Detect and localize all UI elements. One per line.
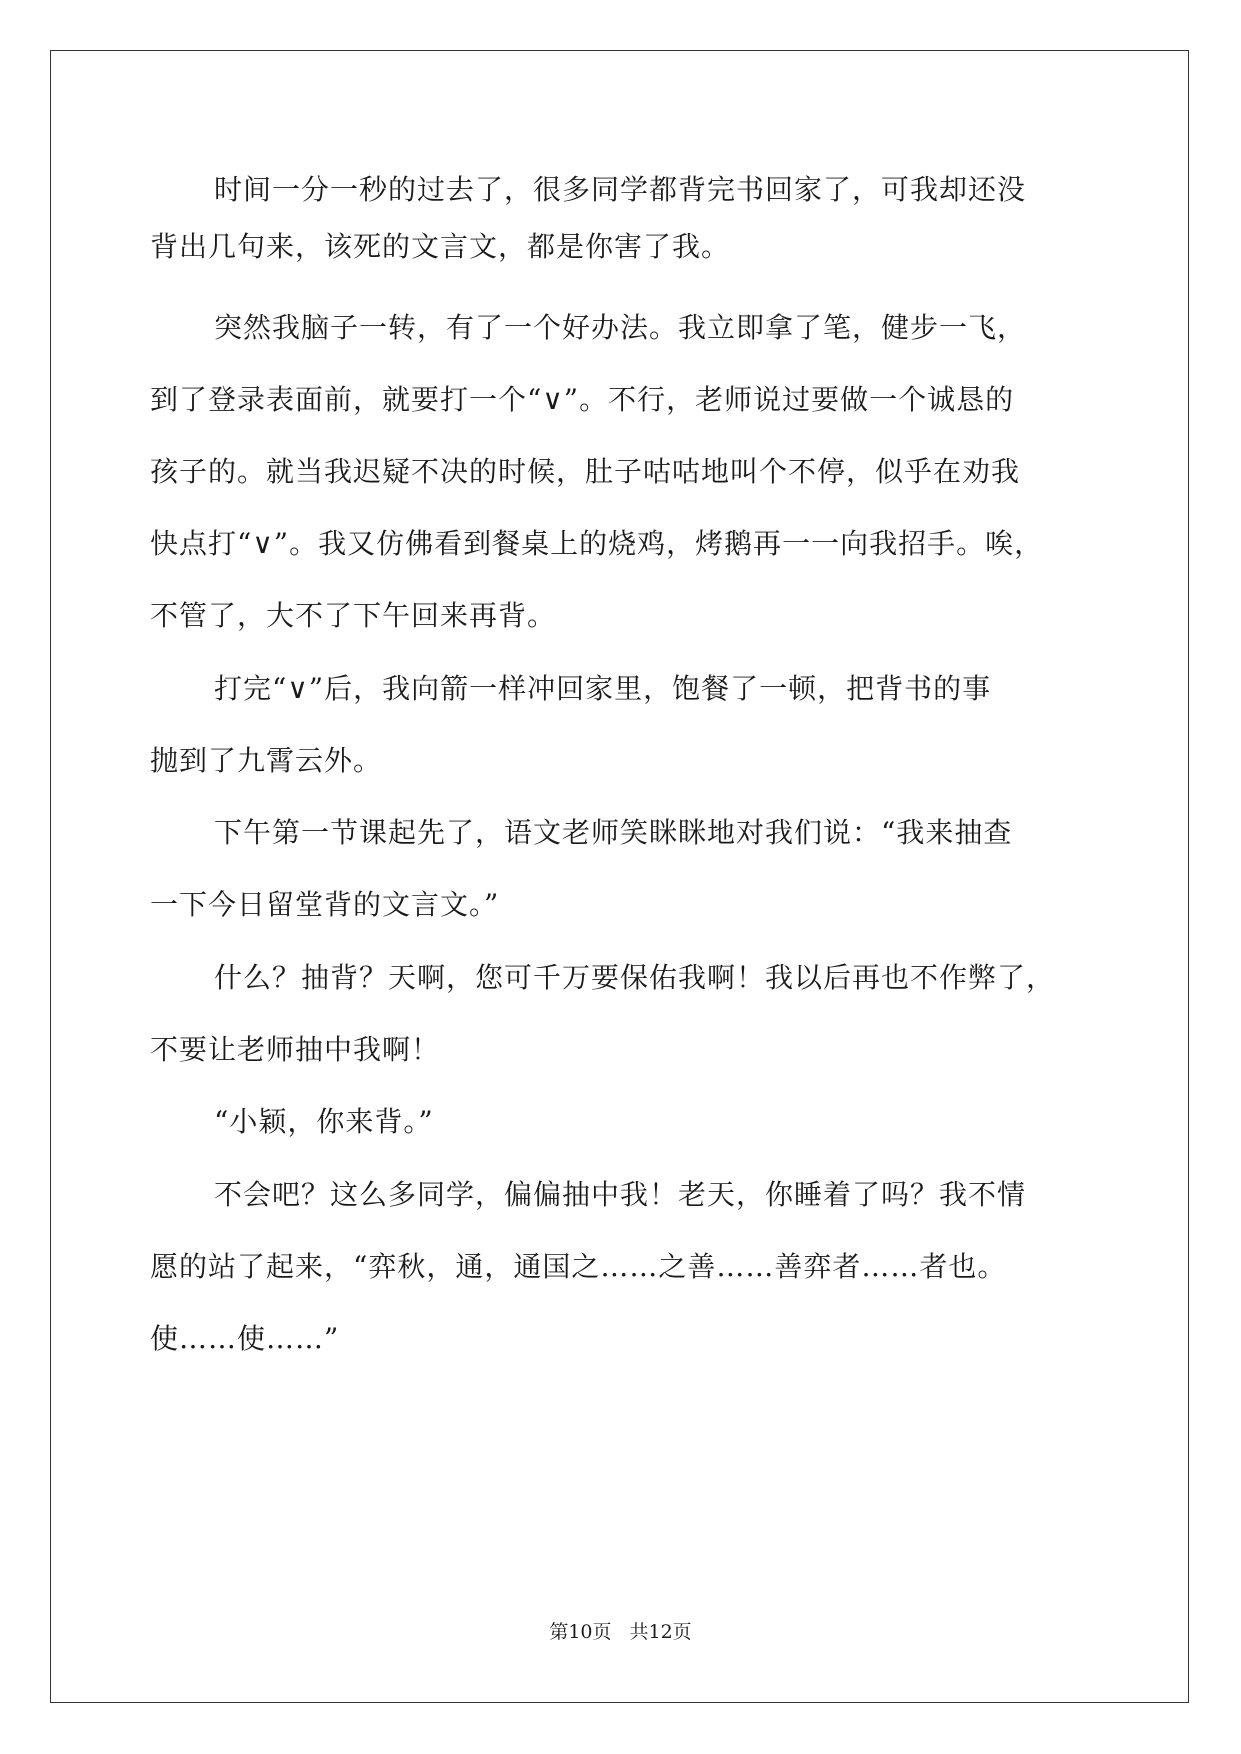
text-line: 下午第一节课起先了，语文老师笑眯眯地对我们说：“我来抽查 — [214, 816, 1013, 849]
page-border — [50, 50, 1189, 1703]
page-number-current: 第10页 — [549, 1621, 612, 1643]
text-line: 抛到了九霄云外。 — [150, 744, 383, 777]
text-line: 打完“∨”后，我向箭一样冲回家里，饱餐了一顿，把背书的事 — [214, 672, 992, 705]
text-line: 什么？抽背？天啊，您可千万要保佑我啊！我以后再也不作弊了， — [214, 961, 1056, 994]
page-number-total: 共12页 — [629, 1621, 692, 1643]
text-line: 到了登录表面前，就要打一个“∨”。不行，老师说过要做一个诚恳的 — [150, 383, 1015, 416]
text-line: 不会吧？这么多同学，偏偏抽中我！老天，你睡着了吗？我不情 — [214, 1178, 1027, 1211]
text-line: 时间一分一秒的过去了，很多同学都背完书回家了，可我却还没 — [214, 173, 1027, 206]
text-line: 愿的站了起来，“弈秋，通，通国之……之善……善弈者……者也。 — [150, 1250, 1007, 1283]
text-line: “小颖，你来背。” — [214, 1105, 434, 1138]
text-line: 不管了，大不了下午回来再背。 — [150, 599, 557, 632]
text-line: 一下今日留堂背的文言文。” — [150, 888, 500, 921]
text-line: 不要让老师抽中我啊！ — [150, 1033, 441, 1066]
text-line: 使……使……” — [150, 1322, 340, 1355]
text-line: 孩子的。就当我迟疑不决的时候，肚子咕咕地叫个不停，似乎在劝我 — [150, 455, 1021, 488]
text-line: 背出几句来，该死的文言文，都是你害了我。 — [150, 230, 731, 263]
text-line: 快点打“∨”。我又仿佛看到餐桌上的烧鸡，烤鹅再一一向我招手。唉， — [150, 527, 1044, 560]
page-footer — [0, 1620, 1241, 1644]
text-line: 突然我脑子一转，有了一个好办法。我立即拿了笔，健步一飞， — [214, 311, 1027, 344]
